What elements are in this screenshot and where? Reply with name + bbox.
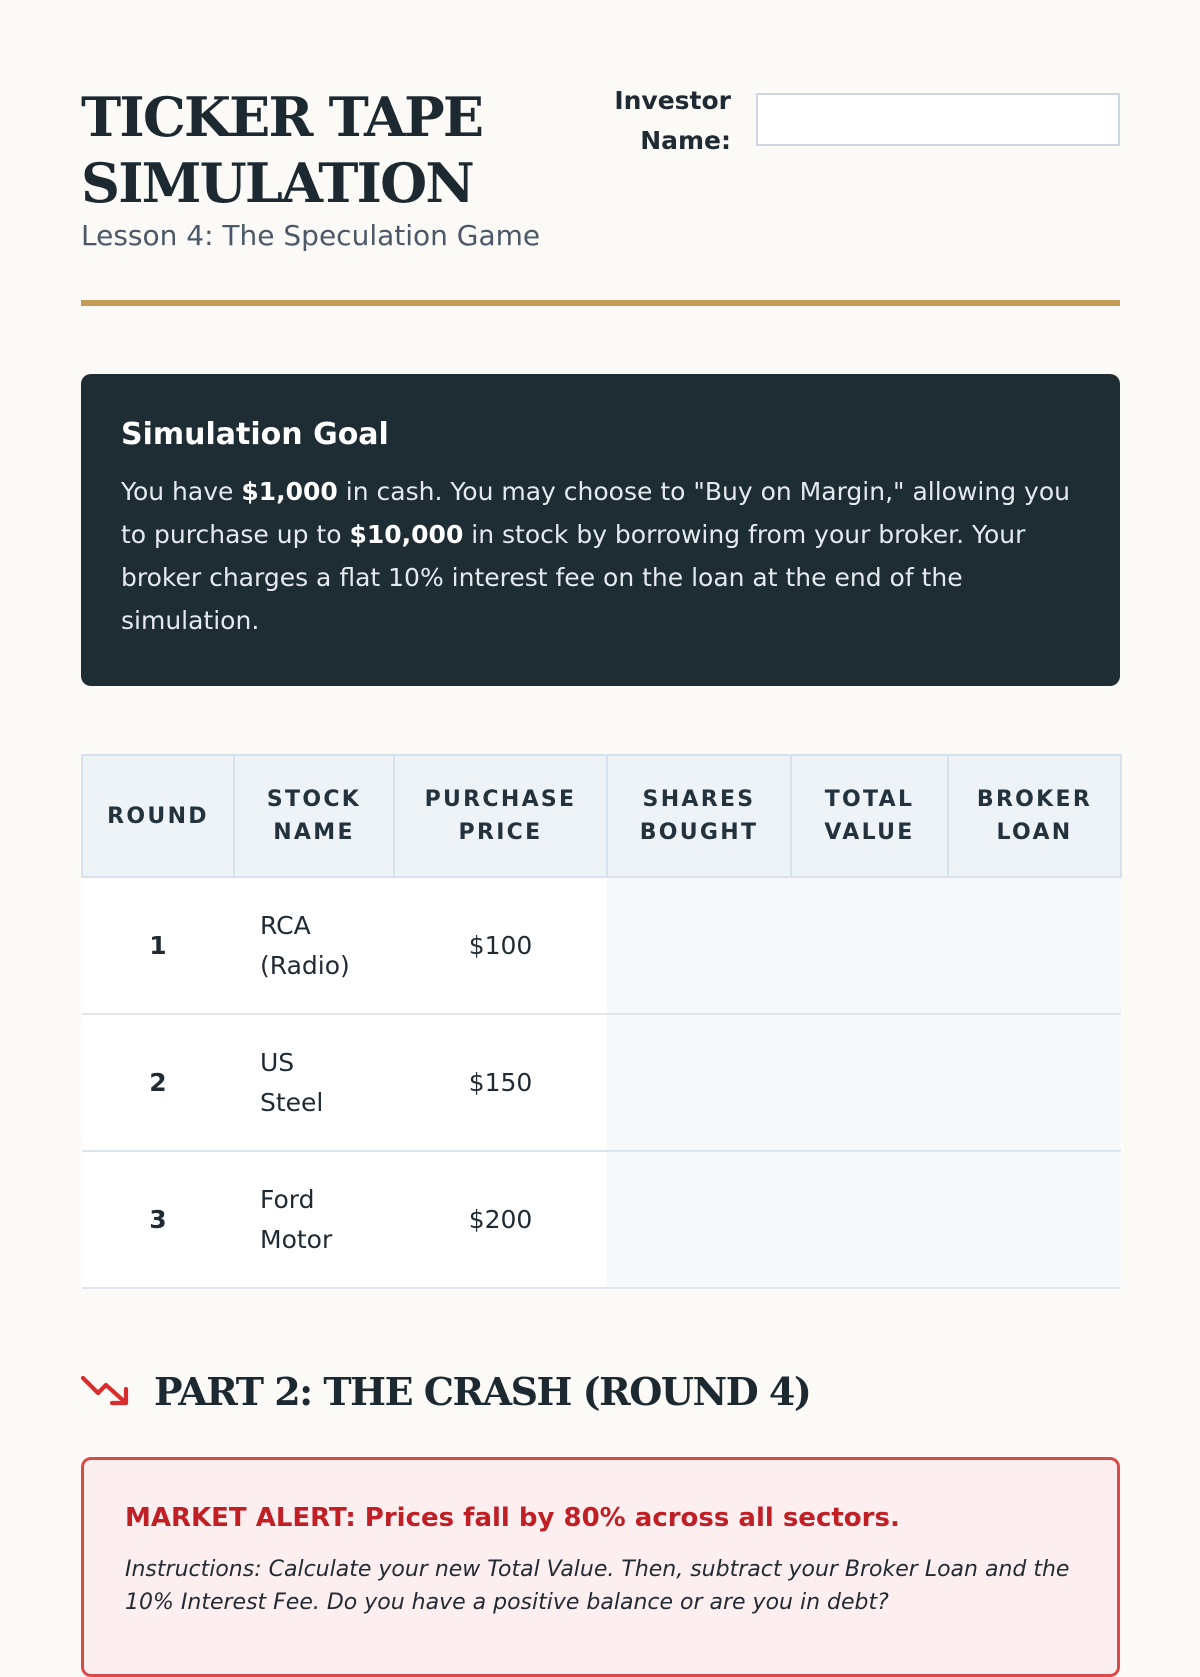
goal-description: [121, 470, 1084, 642]
round-number: 2: [82, 1014, 234, 1151]
stock-name: Ford Motor: [234, 1151, 394, 1288]
round-number: 3: [82, 1151, 234, 1288]
goal-text-part-3: in stock by borrowing from your broker. Your broker charges a flat 10% interest fee on the loan at the end of the simulation.: [121, 520, 1026, 635]
market-alert-title: MARKET ALERT: Prices fall by 80% across all sectors.: [125, 1503, 900, 1533]
purchase-price: $100: [394, 877, 607, 1014]
broker-loan-cell[interactable]: [948, 877, 1121, 1014]
page-title: [81, 84, 521, 216]
header-total-value: TOTAL VALUE: [791, 755, 948, 877]
cash-amount: $1,000: [241, 477, 338, 506]
part-2-title: PART 2: THE CRASH (ROUND 4): [154, 1369, 811, 1414]
broker-loan-cell[interactable]: [948, 1151, 1121, 1288]
total-value-cell[interactable]: [791, 1151, 948, 1288]
round-number: 1: [82, 877, 234, 1014]
investor-name-label: [601, 81, 731, 161]
shares-bought-cell[interactable]: [607, 1014, 791, 1151]
stock-name: US Steel: [234, 1014, 394, 1151]
market-alert-box: [81, 1457, 1120, 1677]
lesson-subtitle: Lesson 4: The Speculation Game: [81, 219, 541, 252]
header-shares-bought: SHARES BOUGHT: [607, 755, 791, 877]
table-row: [82, 1151, 1121, 1288]
broker-loan-cell[interactable]: [948, 1014, 1121, 1151]
purchase-price: $150: [394, 1014, 607, 1151]
table-row: [82, 877, 1121, 1014]
header-purchase-price: PURCHASE PRICE: [394, 755, 607, 877]
stock-purchase-table: [81, 754, 1122, 1289]
goal-text-part-2: in cash. You may choose to "Buy on Margin," allowing you to purchase up to: [121, 477, 1070, 549]
margin-limit-amount: $10,000: [349, 520, 464, 549]
part-2-heading: [81, 1364, 1120, 1420]
header-round: ROUND: [82, 755, 234, 877]
shares-bought-cell[interactable]: [607, 1151, 791, 1288]
title-line-1: TICKER TAPE: [81, 85, 483, 149]
header-divider: [81, 300, 1120, 306]
table-header-row: [82, 755, 1121, 877]
investor-label-line-2: Name:: [640, 126, 731, 155]
header-stock-name: STOCK NAME: [234, 755, 394, 877]
investor-label-line-1: Investor: [614, 86, 731, 115]
investor-name-input[interactable]: [756, 93, 1120, 146]
stock-name: RCA (Radio): [234, 877, 394, 1014]
alert-instructions: Instructions: Calculate your new Total Value. Then, subtract your Broker Loan and the 10% Interest Fee. Do you have a positive balance or are you in debt?: [125, 1557, 1070, 1615]
simulation-goal-panel: [81, 374, 1120, 686]
goal-title: Simulation Goal: [121, 417, 389, 452]
table-row: [82, 1014, 1121, 1151]
shares-bought-cell[interactable]: [607, 877, 791, 1014]
worksheet-page: [81, 0, 1120, 1615]
header-broker-loan: BROKER LOAN: [948, 755, 1121, 877]
total-value-cell[interactable]: [791, 877, 948, 1014]
purchase-price: $200: [394, 1151, 607, 1288]
trending-down-icon: [81, 1374, 133, 1410]
total-value-cell[interactable]: [791, 1014, 948, 1151]
goal-text-part-1: You have: [121, 477, 242, 506]
title-line-2: SIMULATION: [81, 151, 473, 215]
